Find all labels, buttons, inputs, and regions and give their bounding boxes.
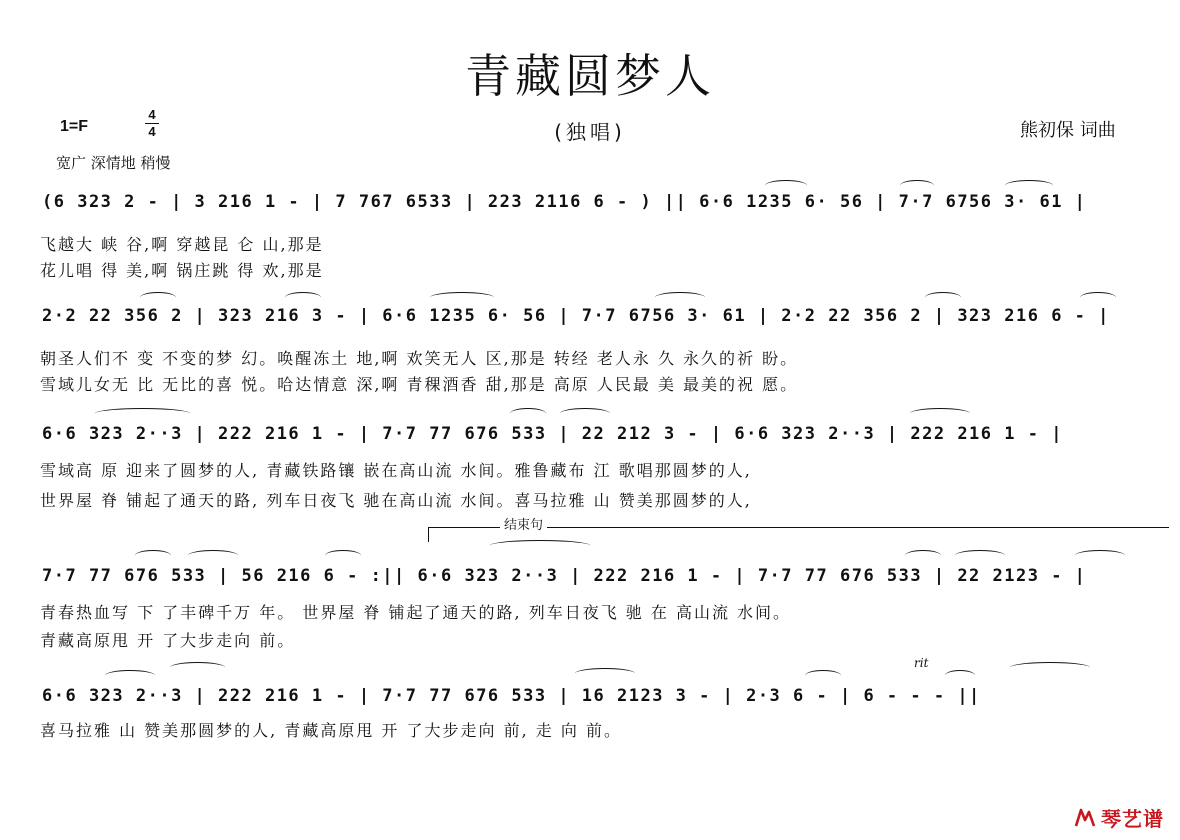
lyric-line-4-verse-2: 青藏高原甩 开 了大步走向 前。: [40, 631, 296, 650]
slur: [655, 292, 705, 303]
lyric-line-3-verse-2: 世界屋 脊 铺起了通天的路, 列车日夜飞 驰在高山流 水间。喜马拉雅 山 赞美那圆梦的人,: [40, 491, 752, 510]
slur: [170, 662, 225, 673]
slur: [135, 550, 171, 561]
key-signature: 1=F: [60, 118, 89, 135]
slur: [1080, 292, 1116, 303]
slur: [430, 292, 494, 303]
lyric-line-4-verse-1: 青春热血写 下 了丰碑千万 年。 世界屋 脊 铺起了通天的路, 列车日夜飞 驰 在 高山流 水间。: [40, 603, 792, 622]
slur: [765, 180, 807, 191]
slur: [905, 550, 941, 561]
slur: [188, 550, 238, 561]
slur: [105, 670, 155, 681]
slur: [490, 540, 590, 551]
author-credit: 熊初保 词曲: [1020, 120, 1116, 141]
ending-label: 结束句: [500, 514, 547, 533]
lyric-line-1-verse-2: 花儿唱 得 美,啊 锅庄跳 得 欢,那是: [40, 261, 324, 280]
slur: [95, 408, 190, 419]
lyric-line-1-verse-1: 飞越大 峡 谷,啊 穿越昆 仑 山,那是: [40, 235, 324, 254]
slur: [560, 408, 610, 419]
slur: [945, 670, 975, 681]
lyric-line-2-verse-2: 雪域儿女无 比 无比的喜 悦。哈达情意 深,啊 青稞酒香 甜,那是 高原 人民最 美 最美的祝 愿。: [40, 375, 799, 394]
lyric-line-3-verse-1: 雪域高 原 迎来了圆梦的人, 青藏铁路镶 嵌在高山流 水间。雅鲁藏布 江 歌唱那圆梦的人,: [40, 461, 752, 480]
slur: [910, 408, 970, 419]
tempo-marking: 宽广 深情地 稍慢: [56, 154, 171, 172]
slur: [1005, 180, 1053, 191]
slur: [1075, 550, 1125, 561]
logo-icon: [1073, 806, 1097, 830]
slur: [140, 292, 176, 303]
time-signature-top: 4: [148, 107, 156, 122]
site-logo: [1073, 803, 1164, 832]
slur: [955, 550, 1005, 561]
page-title: 青藏圆梦人: [465, 49, 715, 103]
notation-line-1: (6 323 2 - | 3 216 1 - | 7 767 6533 | 223 2116 6 - ) || 6·6 1235 6· 56 | 7·7 6756 3· 61 |: [42, 192, 1087, 212]
slur: [900, 180, 934, 191]
subtitle: (独唱): [554, 120, 626, 144]
slur: [925, 292, 961, 303]
lyric-line-5-verse-1: 喜马拉雅 山 赞美那圆梦的人, 青藏高原甩 开 了大步走向 前, 走 向 前。: [40, 721, 622, 740]
notation-line-3: 6·6 323 2··3 | 222 216 1 - | 7·7 77 676 533 | 22 212 3 - | 6·6 323 2··3 | 222 216 1 - |: [42, 424, 1063, 444]
slur: [285, 292, 321, 303]
slur: [805, 670, 841, 681]
notation-line-5: 6·6 323 2··3 | 222 216 1 - | 7·7 77 676 533 | 16 2123 3 - | 2·3 6 - | 6 - - - ||: [42, 686, 981, 706]
time-signature-bottom: 4: [148, 124, 156, 139]
notation-line-2: 2·2 22 356 2 | 323 216 3 - | 6·6 1235 6· 56 | 7·7 6756 3· 61 | 2·2 22 356 2 | 323 216 6 - |: [42, 306, 1110, 326]
slur: [575, 668, 635, 679]
slur: [1010, 662, 1090, 673]
logo-text: 琴艺谱: [1101, 807, 1164, 831]
rit-marking: rit: [914, 656, 929, 670]
notation-line-4: 7·7 77 676 533 | 56 216 6 - :|| 6·6 323 2··3 | 222 216 1 - | 7·7 77 676 533 | 22 2123 - |: [42, 566, 1087, 586]
slur: [510, 408, 546, 419]
slur: [325, 550, 361, 561]
lyric-line-2-verse-1: 朝圣人们不 变 不变的梦 幻。唤醒冻土 地,啊 欢笑无人 区,那是 转经 老人永 久 永久的祈 盼。: [40, 349, 799, 368]
